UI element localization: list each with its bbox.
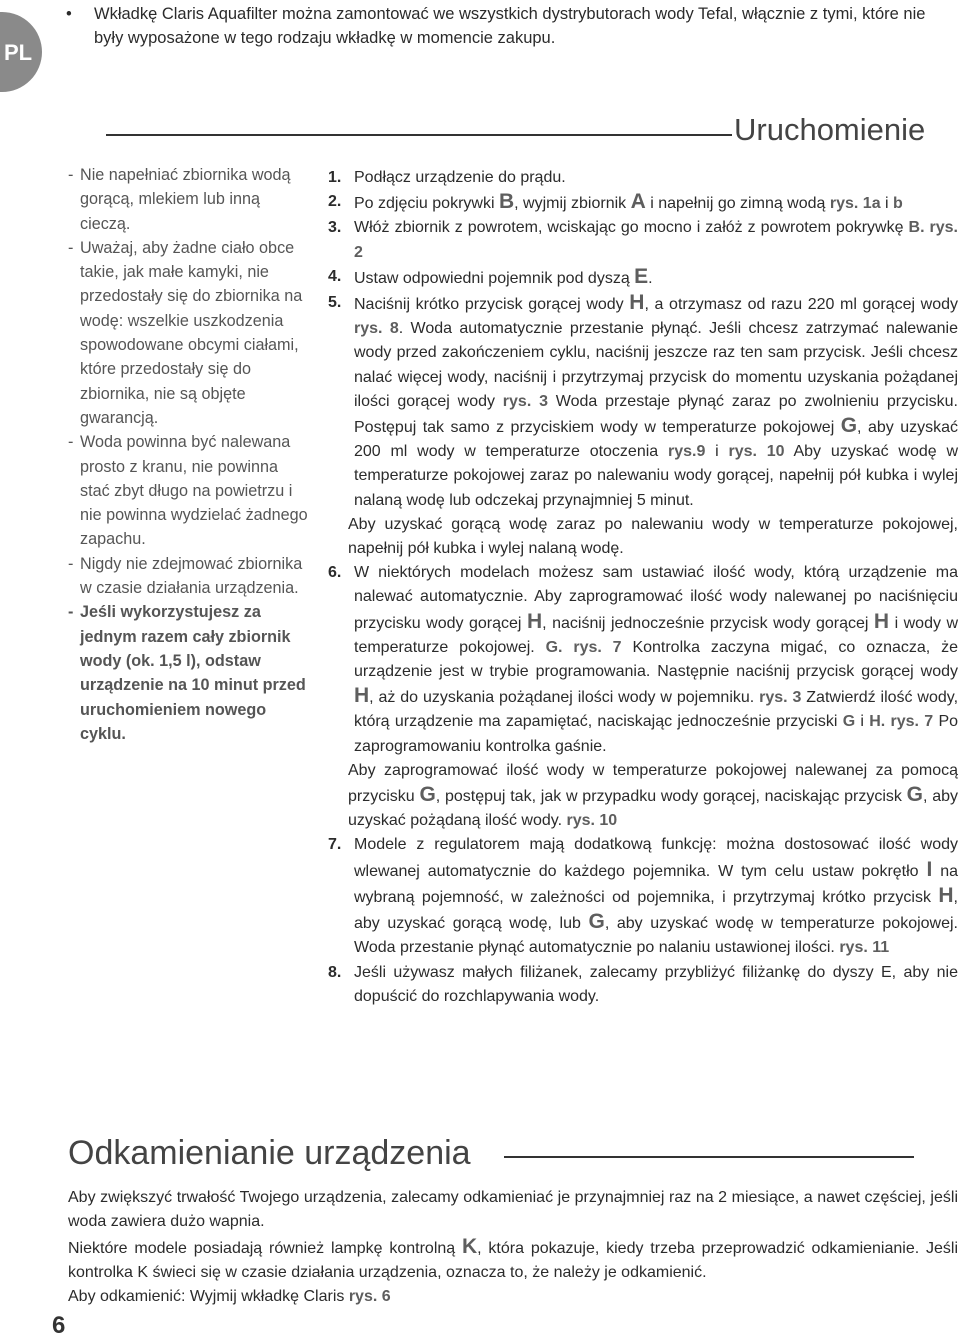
step-3: 3 . Włóż zbiornik z powrotem, wciskając go mocno i załóż z powrotem pokrywkę B. rys. 2 xyxy=(328,216,958,264)
descaling-paragraph: Niektóre modele posiadają również lampkę kontrolną K, która pokazuje, kiedy trzeba przeprowadzić odkamienianie. Jeśli kontrolka K świeci się w czasie działania urządzenia, oznacza to, że należy je odkamienić. xyxy=(68,1234,959,1281)
page-number: 6 xyxy=(52,1312,66,1339)
descaling-section xyxy=(68,1186,958,1309)
step-6: 6 . W niektórych modelach możesz sam ustawiać ilość wody, którą urządzenie ma nalewać automatycznie. Aby zaprogramować ilość wody nalewanej po naciśnięciu przycisku wody gorącej H, naciśnij jednocześnie przycisk wody gorącej H i wody w temperaturze pokojowej. G. rys. 7 Kontrolka zaczyna migać, co oznacza, że urządzenie jest w trybie programowania. Następnie naciśnij przycisk gorącej wody H, aż do uzyskania pożądanej ilości wody w pojemniku. rys. 3 Zatwierdź ilość wody, którą urządzenie ma zapamiętać, naciskając jednocześnie przyciski G i H. rys. 7 Po zaprogramowaniu kontrolka gaśnie. xyxy=(328,561,958,759)
intro-note xyxy=(66,2,956,50)
language-code: PL xyxy=(4,40,33,65)
warning-item: - Woda powinna być nalewana prosto z kranu, nie powinna stać zbyt długo na powietrzu i nie powinna wydzielać żadnego zapachu. xyxy=(68,433,308,549)
intro-text: Wkładkę Claris Aquafilter można zamontować we wszystkich dystrybutorach wody Tefal, włącznie z tymi, które nie były wyposażone w tego rodzaju wkładkę w momencie zakupu. xyxy=(94,5,926,47)
step-8: 8 . Jeśli używasz małych filiżanek, zalecamy przybliżyć filiżankę do dyszy E, aby nie dopuścić do rozchlapywania wody. xyxy=(328,961,958,1009)
bullet-icon: • xyxy=(66,5,72,23)
step-5-note: Aby uzyskać gorącą wodę zaraz po nalewaniu wody w temperaturze pokojowej, napełnij pół kubka i wylej nalaną wodę. xyxy=(348,515,958,558)
section-title-rule xyxy=(106,134,732,136)
descaling-title: Odkamienianie urządzenia xyxy=(68,1134,471,1172)
step-4: 4 . Ustaw odpowiedni pojemnik pod dyszą E. xyxy=(328,265,958,291)
descaling-title-rule xyxy=(504,1156,914,1158)
warning-item: - Jeśli wykorzystujesz za jednym razem cały zbiornik wody (ok. 1,5 l), odstaw urządzenie na 10 minut przed uruchomieniem nowego cyklu. xyxy=(68,603,306,743)
language-tab xyxy=(0,12,42,92)
warning-item: - Uważaj, aby żadne ciało obce takie, jak małe kamyki, nie przedostały się do zbiornika na wodę: wszelkie uszkodzenia spowodowane obcymi ciałami, które przedostały się do zbiornika, nie są objęte gwarancją. xyxy=(68,238,303,427)
step-6-note: Aby zaprogramować ilość wody w temperaturze pokojowej nalewanej za pomocą przycisku G, postępuj tak, jak w przypadku wody gorącej, naciskając przycisk G, aby uzyskać pożądaną ilość wody. rys. 10 xyxy=(348,761,959,830)
descaling-paragraph: Aby odkamienić: Wyjmij wkładkę Claris rys. 6 xyxy=(68,1288,391,1306)
setup-steps xyxy=(328,166,958,1009)
warnings-list xyxy=(68,163,308,746)
step-1: 1 . Podłącz urządzenie do prądu. xyxy=(328,166,958,190)
step-2: 2 . Po zdjęciu pokrywki B, wyjmij zbiornik A i napełnij go zimną wodą rys. 1a i b xyxy=(328,190,958,216)
step-7: 7 . Modele z regulatorem mają dodatkową funkcję: można dostosować ilość wody wlewanej automatycznie do każdego pojemnika. W tym celu ustaw pokrętło I na wybraną pojemność, w zależności od pojemnika, i przytrzymaj krótko przycisk H, aby uzyskać gorącą wodę, lub G, aby uzyskać wodę w temperaturze pokojowej. Woda przestanie płynąć automatycznie po nalaniu ustawionej ilości. rys. 11 xyxy=(328,833,958,960)
warning-item: - Nie napełniać zbiornika wodą gorącą, mlekiem lub inną cieczą. xyxy=(68,166,291,233)
step-5: 5 . Naciśnij krótko przycisk gorącej wody H, a otrzymasz od razu 220 ml gorącej wody rys. 8. Woda automatycznie przestanie płynąć. Jeśli chcesz zatrzymać nalewanie wody przed zakończeniem cyklu, naciśnij jeszcze raz ten sam przycisk. Jeśli chcesz nalać więcej wody, naciśnij i przytrzymaj przycisk do momentu uzyskania pożądanej ilości gorącej wody rys. 3 Woda przestaje płynąć zaraz po zwolnieniu przycisku. Postępuj tak samo z przyciskiem wody w temperaturze pokojowej G, aby uzyskać 200 ml wody w temperaturze otoczenia rys.9 i rys. 10 Aby uzyskać wodę w temperaturze pokojowej zaraz po nalewaniu wody gorącej, napełnij pół kubka i wylej nalaną wodę lub odczekaj przynajmniej 5 minut. xyxy=(328,291,958,513)
descaling-paragraph: Aby zwiększyć trwałość Twojego urządzenia, zalecamy odkamieniać je przynajmniej raz na 2 miesiące, a nawet częściej, jeśli woda zawiera dużo wapnia. xyxy=(68,1189,958,1231)
warning-item: - Nigdy nie zdejmować zbiornika w czasie działania urządzenia. xyxy=(68,554,303,598)
section-title: Uruchomienie xyxy=(734,112,926,147)
